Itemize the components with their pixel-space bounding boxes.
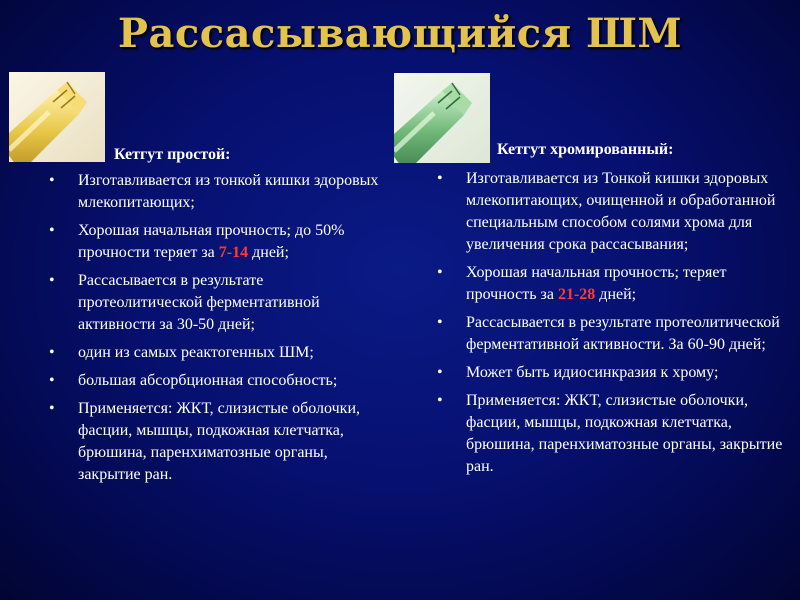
right-bullet-list <box>433 168 798 484</box>
left-bullet-list <box>45 170 390 492</box>
list-item: • один из самых реактогенных ШМ; <box>45 342 390 364</box>
list-item: • Может быть идиосинкразия к хрому; <box>433 362 798 384</box>
list-item: • Рассасывается в результате протеолитической ферментативной активности за 30-50 дней; <box>45 270 390 336</box>
catgut-plain-thread-icon <box>9 72 105 162</box>
list-item: • Хорошая начальная прочность; до 50% прочности теряет за 7-14 дней; <box>45 220 390 264</box>
list-item: • Применяется: ЖКТ, слизистые оболочки, фасции, мышцы, подкожная клетчатка, брюшина, паренхиматозные органы, закрытие ран. <box>433 390 798 478</box>
list-item: • большая абсорбционная способность; <box>45 370 390 392</box>
list-item: • Применяется: ЖКТ, слизистые оболочки, фасции, мышцы, подкожная клетчатка, брюшина, паренхиматозные органы, закрытие ран. <box>45 398 390 486</box>
list-item: • Изготавливается из Тонкой кишки здоровых млекопитающих, очищенной и обработанной специальным способом солями хрома для увеличения срока рассасывания; <box>433 168 798 256</box>
highlight-value: 21-28 <box>557 286 596 303</box>
slide-title: Рассасывающийся ШМ <box>117 10 683 57</box>
list-item: • Хорошая начальная прочность; теряет прочность за 21-28 дней; <box>433 262 798 306</box>
left-column-heading: Кетгут простой: <box>114 146 231 163</box>
right-column-heading: Кетгут хромированный: <box>497 141 674 158</box>
highlight-value: 7-14 <box>218 244 249 261</box>
list-item: • Изготавливается из тонкой кишки здоровых млекопитающих; <box>45 170 390 214</box>
list-item: • Рассасывается в результате протеолитической ферментативной активности. За 60-90 дней; <box>433 312 798 356</box>
catgut-chrome-thread-icon <box>394 73 490 163</box>
